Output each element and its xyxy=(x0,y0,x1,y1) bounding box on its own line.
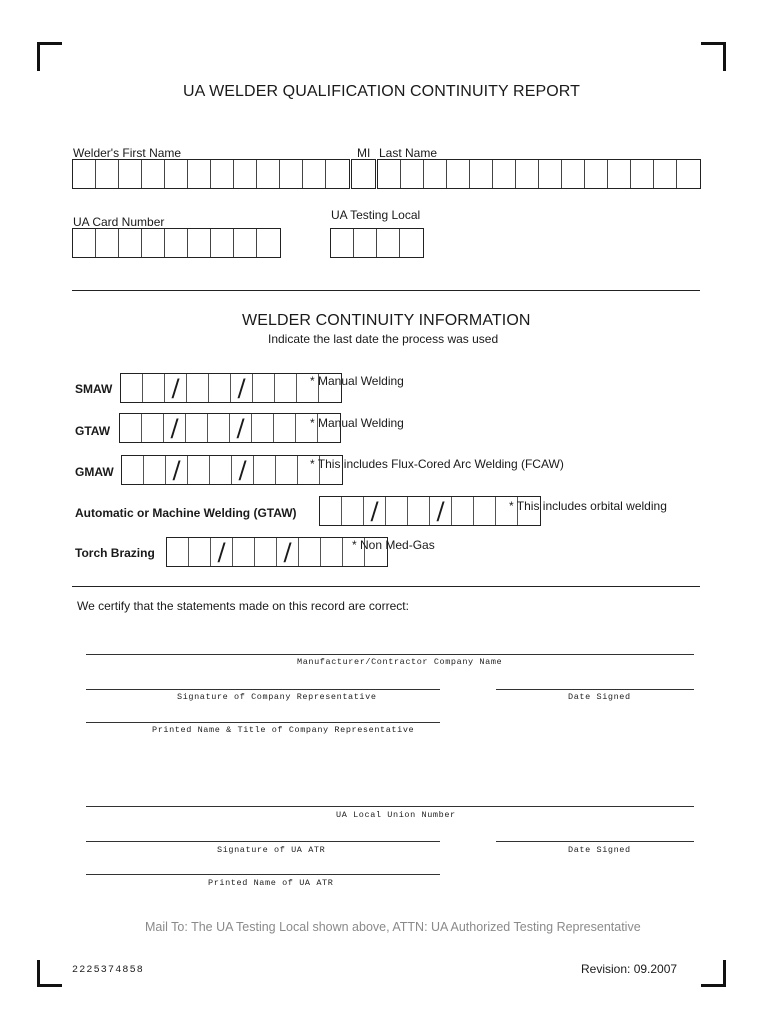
date-digit-cell[interactable] xyxy=(233,538,255,566)
atr-signature-caption: Signature of UA ATR xyxy=(217,845,326,855)
date-separator: / xyxy=(165,374,187,402)
char-cell[interactable] xyxy=(96,229,119,257)
page-title: UA WELDER QUALIFICATION CONTINUITY REPORT xyxy=(183,83,581,100)
char-cell[interactable] xyxy=(424,160,447,188)
last-name-label: Last Name xyxy=(379,146,438,160)
char-cell[interactable] xyxy=(142,160,165,188)
date-digit-cell[interactable] xyxy=(252,414,274,442)
char-cell[interactable] xyxy=(73,160,96,188)
continuity-subheading: Indicate the last date the process was used xyxy=(268,332,499,346)
char-cell[interactable] xyxy=(562,160,585,188)
mi-label: MI xyxy=(357,146,371,160)
corner-mark-bottom-right xyxy=(701,960,726,987)
corner-mark-top-right xyxy=(701,42,726,71)
char-cell[interactable] xyxy=(470,160,493,188)
char-cell[interactable] xyxy=(234,160,257,188)
char-cell[interactable] xyxy=(608,160,631,188)
char-cell[interactable] xyxy=(119,160,142,188)
date-separator: / xyxy=(231,374,253,402)
char-cell[interactable] xyxy=(165,160,188,188)
date-separator: / xyxy=(364,497,386,525)
char-cell[interactable] xyxy=(654,160,677,188)
date-signed-caption-2: Date Signed xyxy=(568,845,631,855)
date-separator: / xyxy=(277,538,299,566)
date-separator: / xyxy=(430,497,452,525)
mail-to-instructions: Mail To: The UA Testing Local shown above, ATTN: UA Authorized Testing Representative xyxy=(145,920,641,934)
torch-brazing-label: Torch Brazing xyxy=(75,546,155,560)
char-cell[interactable] xyxy=(447,160,470,188)
char-cell[interactable] xyxy=(280,160,303,188)
char-cell[interactable] xyxy=(188,160,211,188)
char-cell[interactable] xyxy=(378,160,401,188)
torch-brazing-note: * Non Med-Gas xyxy=(352,538,435,552)
char-cell[interactable] xyxy=(400,229,423,257)
gtaw-note: * Manual Welding xyxy=(310,416,404,430)
char-cell[interactable] xyxy=(516,160,539,188)
date-digit-cell[interactable] xyxy=(187,374,209,402)
mi-box[interactable] xyxy=(351,159,376,189)
date-digit-cell[interactable] xyxy=(120,414,142,442)
certify-statement: We certify that the statements made on this record are correct: xyxy=(77,599,409,613)
company-printed-name-line[interactable] xyxy=(86,722,440,723)
local-union-number-caption: UA Local Union Number xyxy=(336,810,456,820)
continuity-heading: WELDER CONTINUITY INFORMATION xyxy=(242,312,531,329)
first-name-label: Welder's First Name xyxy=(73,146,182,160)
date-digit-cell[interactable] xyxy=(474,497,496,525)
char-cell[interactable] xyxy=(142,229,165,257)
testing-local-label: UA Testing Local xyxy=(331,208,421,222)
date-digit-cell[interactable] xyxy=(188,456,210,484)
date-separator: / xyxy=(230,414,252,442)
char-cell[interactable] xyxy=(354,229,377,257)
date-separator: / xyxy=(232,456,254,484)
revision-label: Revision: 09.2007 xyxy=(581,962,678,976)
last-name-boxes[interactable] xyxy=(377,159,701,189)
date-signed-caption-1: Date Signed xyxy=(568,692,631,702)
atr-printed-name-caption: Printed Name of UA ATR xyxy=(208,878,334,888)
company-signature-caption: Signature of Company Representative xyxy=(177,692,377,702)
form-number: 2225374858 xyxy=(72,965,145,976)
date-digit-cell[interactable] xyxy=(186,414,208,442)
date-digit-cell[interactable] xyxy=(143,374,165,402)
char-cell[interactable] xyxy=(119,229,142,257)
char-cell[interactable] xyxy=(165,229,188,257)
automatic-welding-label: Automatic or Machine Welding (GTAW) xyxy=(75,506,297,520)
company-name-line[interactable] xyxy=(86,654,694,655)
gmaw-note: * This includes Flux-Cored Arc Welding (FCAW) xyxy=(310,457,564,471)
char-cell[interactable] xyxy=(539,160,562,188)
date-digit-cell[interactable] xyxy=(208,414,230,442)
date-digit-cell[interactable] xyxy=(274,414,296,442)
date-digit-cell[interactable] xyxy=(386,497,408,525)
char-cell[interactable] xyxy=(188,229,211,257)
char-cell[interactable] xyxy=(96,160,119,188)
date-digit-cell[interactable] xyxy=(144,456,166,484)
date-digit-cell[interactable] xyxy=(142,414,164,442)
card-number-boxes[interactable] xyxy=(72,228,281,258)
testing-local-boxes[interactable] xyxy=(330,228,424,258)
date-digit-cell[interactable] xyxy=(167,538,189,566)
char-cell[interactable] xyxy=(257,229,280,257)
section-divider-2 xyxy=(72,586,700,587)
date-digit-cell[interactable] xyxy=(452,497,474,525)
date-digit-cell[interactable] xyxy=(122,456,144,484)
company-name-caption: Manufacturer/Contractor Company Name xyxy=(297,657,503,667)
gtaw-date-boxes[interactable] xyxy=(119,413,341,443)
date-digit-cell[interactable] xyxy=(320,497,342,525)
corner-mark-top-left xyxy=(37,42,62,71)
date-digit-cell[interactable] xyxy=(276,456,298,484)
gmaw-label: GMAW xyxy=(75,465,114,479)
char-cell[interactable] xyxy=(677,160,700,188)
char-cell[interactable] xyxy=(377,229,400,257)
char-cell[interactable] xyxy=(211,160,234,188)
smaw-label: SMAW xyxy=(75,382,113,396)
char-cell[interactable] xyxy=(585,160,608,188)
date-digit-cell[interactable] xyxy=(408,497,430,525)
smaw-date-boxes[interactable] xyxy=(120,373,342,403)
char-cell[interactable] xyxy=(326,160,349,188)
char-cell[interactable] xyxy=(211,229,234,257)
local-union-number-line[interactable] xyxy=(86,806,694,807)
date-digit-cell[interactable] xyxy=(254,456,276,484)
company-printed-name-caption: Printed Name & Title of Company Representative xyxy=(152,725,415,735)
date-digit-cell[interactable] xyxy=(299,538,321,566)
automatic-welding-note: * This includes orbital welding xyxy=(509,499,667,513)
date-separator: / xyxy=(166,456,188,484)
atr-signature-line[interactable] xyxy=(86,841,440,842)
date-separator: / xyxy=(164,414,186,442)
smaw-note: * Manual Welding xyxy=(310,374,404,388)
card-number-label: UA Card Number xyxy=(73,215,165,229)
atr-printed-name-line[interactable] xyxy=(86,874,440,875)
char-cell[interactable] xyxy=(631,160,654,188)
date-digit-cell[interactable] xyxy=(255,538,277,566)
char-cell[interactable] xyxy=(401,160,424,188)
date-signed-line-1[interactable] xyxy=(496,689,694,690)
date-digit-cell[interactable] xyxy=(321,538,343,566)
date-digit-cell[interactable] xyxy=(253,374,275,402)
char-cell[interactable] xyxy=(331,229,354,257)
corner-mark-bottom-left xyxy=(37,960,62,987)
char-cell[interactable] xyxy=(493,160,516,188)
char-cell[interactable] xyxy=(73,229,96,257)
char-cell[interactable] xyxy=(257,160,280,188)
date-digit-cell[interactable] xyxy=(210,456,232,484)
date-digit-cell[interactable] xyxy=(275,374,297,402)
date-separator: / xyxy=(211,538,233,566)
date-digit-cell[interactable] xyxy=(209,374,231,402)
first-name-boxes[interactable] xyxy=(72,159,350,189)
char-cell[interactable] xyxy=(303,160,326,188)
date-digit-cell[interactable] xyxy=(342,497,364,525)
company-signature-line[interactable] xyxy=(86,689,440,690)
date-digit-cell[interactable] xyxy=(121,374,143,402)
gtaw-label: GTAW xyxy=(75,424,111,438)
date-signed-line-2[interactable] xyxy=(496,841,694,842)
char-cell[interactable] xyxy=(234,229,257,257)
date-digit-cell[interactable] xyxy=(189,538,211,566)
automatic-welding-date-boxes[interactable] xyxy=(319,496,541,526)
section-divider-1 xyxy=(72,290,700,291)
char-cell[interactable] xyxy=(352,160,375,188)
